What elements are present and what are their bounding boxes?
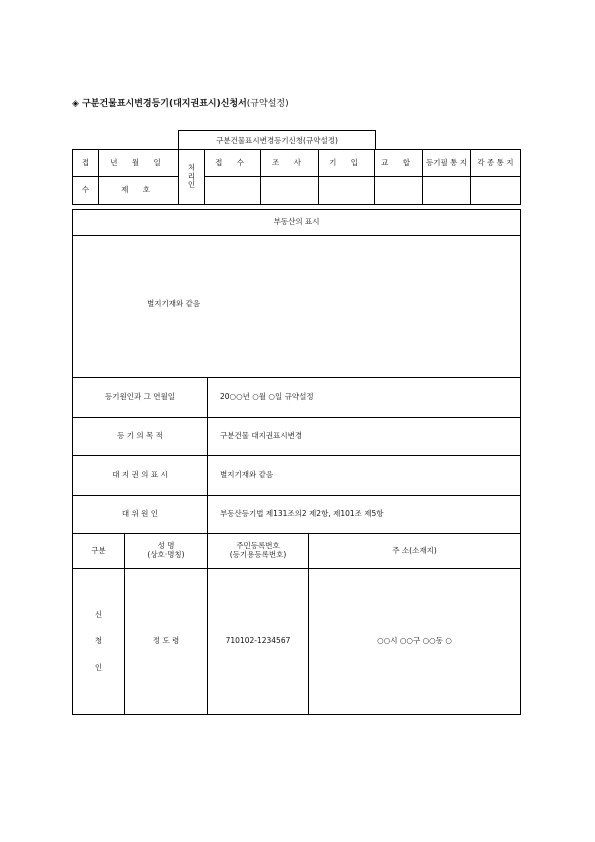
col-gubun-header: 구분 [73, 534, 125, 569]
row-landright-label: 대 지 권 의 표 시 [73, 456, 208, 496]
col-jeopsu: 접 수 [205, 150, 261, 177]
applicant-char: 인 [94, 662, 103, 672]
col-address-header: 주 소(소재지) [309, 534, 521, 569]
col-name-header [125, 534, 208, 569]
col-gyohap: 교 합 [375, 150, 423, 177]
cell-gakjong [471, 177, 521, 205]
col-name-line2: (상호·명칭) [147, 550, 185, 559]
col-josa: 조 사 [261, 150, 319, 177]
diamond-bullet-icon: ◈ [72, 99, 79, 109]
form-title-main: 구분건물표시변경등기(대지권표시)신청서 [82, 99, 247, 109]
cell-giip [319, 177, 375, 205]
cheori-char: 처 [187, 163, 196, 173]
receipt-su-label: 수 [73, 177, 99, 205]
row-subrogation-label: 대 위 원 인 [73, 496, 208, 534]
cheori-char: 리 [187, 171, 196, 181]
receipt-jeop-label: 접 [73, 150, 99, 177]
applicant-label [73, 569, 125, 715]
property-body: 별지기재와 같음 [73, 236, 521, 378]
col-deunggipil-tongji: 등기필 통 지 [423, 150, 471, 177]
col-gakjong-tongji: 각 종 통 지 [471, 150, 521, 177]
cell-gyohap [375, 177, 423, 205]
cell-jeopsu [205, 177, 261, 205]
row-subrogation-value: 부동산등기법 제131조의2 제2항, 제101조 제5항 [208, 496, 521, 534]
receipt-header: 구분건물표시변경등기신청(규약설정) [178, 130, 376, 150]
cheori-char: 인 [187, 180, 196, 190]
form-title [72, 96, 289, 109]
row-purpose-value: 구분건물 대지권표시변경 [208, 418, 521, 456]
main-form-table [72, 209, 521, 715]
col-name-line1: 성 명 [157, 541, 175, 551]
receipt-cheori-label [179, 150, 205, 205]
row-cause-value: 20○○년 ○월 ○일 규약설정 [208, 378, 521, 418]
row-landright-value: 별지기재와 같음 [208, 456, 521, 496]
row-purpose-label: 등 기 의 목 적 [73, 418, 208, 456]
receipt-table [72, 149, 521, 205]
applicant-address: ○○시 ○○구 ○○동 ○ [309, 569, 521, 715]
applicant-name: 정 도 령 [125, 569, 208, 715]
applicant-id-number: 710102-1234567 [208, 569, 309, 715]
col-id-line2: (등기용등록번호) [229, 550, 287, 559]
cell-deunggipil [423, 177, 471, 205]
row-cause-label: 등기원인과 그 연월일 [73, 378, 208, 418]
receipt-number-label: 제 호 [99, 177, 179, 205]
receipt-date-label: 년 월 일 [99, 150, 179, 177]
applicant-char: 신 [94, 609, 103, 619]
col-giip: 기 입 [319, 150, 375, 177]
property-header: 부동산의 표시 [73, 210, 521, 236]
cell-josa [261, 177, 319, 205]
form-title-sub: (규약설정) [246, 99, 289, 109]
applicant-char: 청 [94, 636, 103, 646]
col-id-line1: 주민등록번호 [236, 541, 280, 551]
col-id-header [208, 534, 309, 569]
